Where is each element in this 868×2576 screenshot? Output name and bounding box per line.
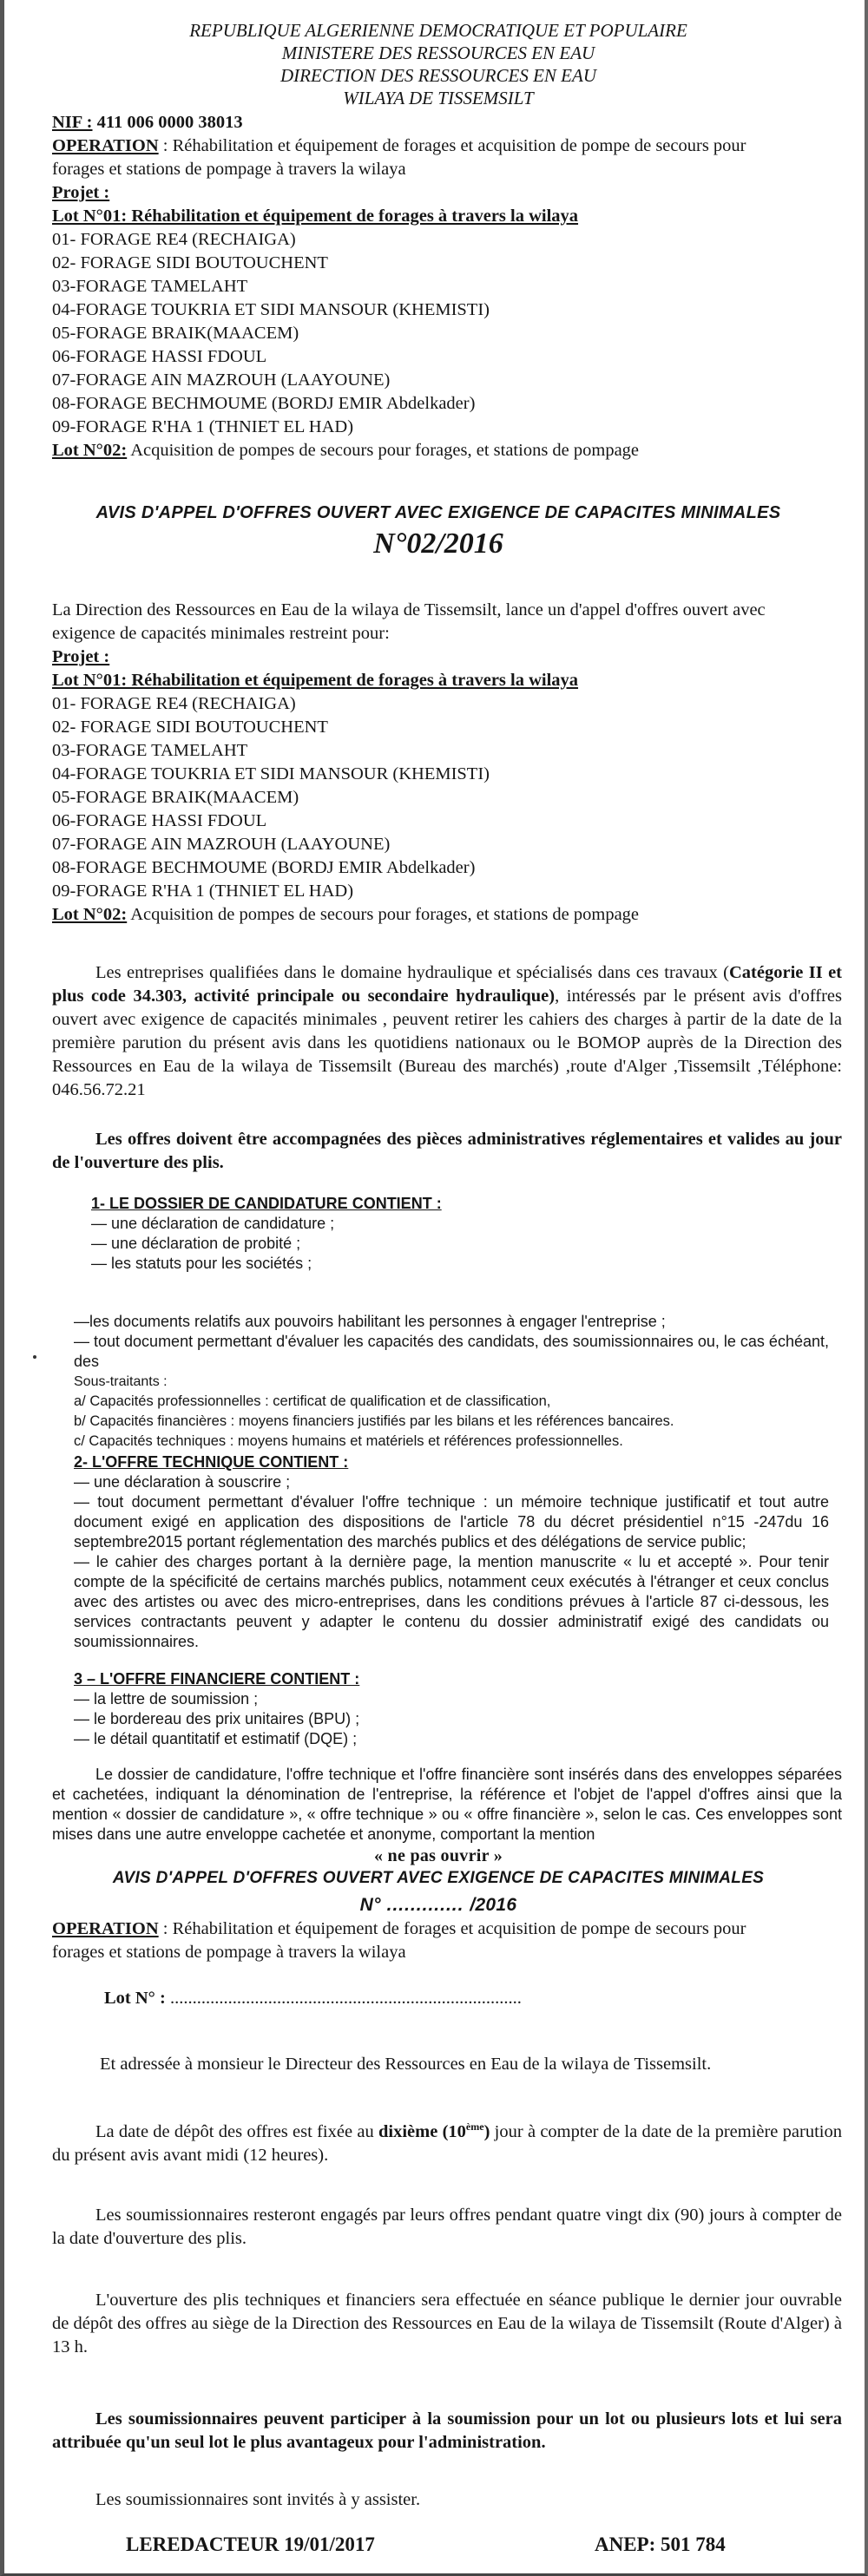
envelope-n-year: /2016 [470,1895,517,1915]
forage-item: 08-FORAGE BECHMOUME (BORDJ EMIR Abdelkader) [52,394,476,413]
dossier-heading: 1- LE DOSSIER DE CANDIDATURE CONTIENT : [91,1195,442,1212]
eligibility-text-b: , intéressés par le présent avis d'offres ouvert avec exigence de capacités minimales , peuvent retirer les cahiers des charges à partir de la date de la première parution du présent avis dans les quotidiens nationaux ou le BOMOP auprès de la Direction des Ressources en Eau de la wilaya de Tissemsilt (Bureau des marchés) ,route d'Alger ,Tissemsilt ,Téléphone: 046.56.72.21 [52,986,842,1099]
forage-item: 06-FORAGE HASSI FDOUL [52,811,267,830]
forage-item: 03-FORAGE TAMELAHT [52,277,248,296]
footer-redacteur: LEREDACTEUR 19/01/2017 [126,2533,375,2555]
forage-item: 08-FORAGE BECHMOUME (BORDJ EMIR Abdelkader) [52,858,476,877]
dossier-section-continued [74,1312,829,1452]
eligibility-paragraph [52,961,842,1102]
financiere-section [74,1669,829,1749]
depot-text-a: La date de dépôt des offres est fixée au [95,2121,378,2141]
lot2-label: Lot N°02: [52,905,128,924]
lot1-title: Lot N°01: Réhabilitation et équipement de forages à travers la wilaya [52,671,579,690]
forage-item: 02- FORAGE SIDI BOUTOUCHENT [52,253,328,272]
avis-title: AVIS D'APPEL D'OFFRES OUVERT AVEC EXIGENCE DE CAPACITES MINIMALES [95,503,781,522]
lot2-text: Acquisition de pompes de secours pour forages, et stations de pompage [127,441,640,460]
dossier-item: — les statuts pour les sociétés ; [91,1255,312,1272]
depot-day: dixième (10 [378,2121,466,2141]
financiere-item: — le détail quantitatif et estimatif (DQE) ; [74,1730,358,1747]
projet-label: Projet : [52,647,110,666]
dossier-section [91,1194,820,1274]
header-line-direction: DIRECTION DES RESSOURCES EN EAU [280,65,596,86]
header-line-ministere: MINISTERE DES RESSOURCES EN EAU [281,43,595,63]
body-intro-2: exigence de capacités minimales restreint pour: [52,624,390,643]
lot1-title: Lot N°01: Réhabilitation et équipement de forages à travers la wilaya [52,206,579,226]
body-intro-1: La Direction des Ressources en Eau de la wilaya de Tissemsilt, lance un d'appel d'offres ouvert avec [52,600,766,619]
margin-mark [33,1355,36,1359]
technique-item: — une déclaration à souscrire ; [74,1473,291,1491]
envelope-n-dots: ............. [380,1895,470,1915]
forage-item: 05-FORAGE BRAIK(MAACEM) [52,324,299,343]
operation-text-1: : Réhabilitation et équipement de forages et acquisition de pompe de secours pour [158,136,746,155]
offers-statement: Les offres doivent être accompagnées des pièces administratives réglementaires et valides au jour de l'ouverture des plis. [52,1130,842,1172]
dossier-item-pouvoirs: —les documents relatifs aux pouvoirs habilitant les personnes à engager l'entreprise ; [74,1313,666,1330]
envelope-operation-text: : Réhabilitation et équipement de forages et acquisition de pompe de secours pour [158,1919,746,1938]
operation-label: OPERATION [52,136,159,155]
avis-number: N°02/2016 [373,528,503,560]
forage-item: 02- FORAGE SIDI BOUTOUCHENT [52,718,328,737]
envelope-avis-number [4,1895,868,1916]
forage-item: 01- FORAGE RE4 (RECHAIGA) [52,230,296,249]
technique-section [74,1452,829,1652]
forage-item: 04-FORAGE TOUKRIA ET SIDI MANSOUR (KHEMISTI) [52,300,490,319]
lot2-line [52,903,838,927]
capacite-financiere: b/ Capacités financières : moyens financiers justifiés par les bilans et les références bancaires. [74,1413,674,1429]
sous-traitants: Sous-traitants : [74,1374,168,1389]
lot2-line [52,439,838,462]
eligibility-text-a: Les entreprises qualifiées dans le domaine hydraulique et spécialisés dans ces travaux ( [95,963,729,982]
envelope-n-label: N° [359,1895,381,1915]
financiere-item: — le bordereau des prix unitaires (BPU) ; [74,1710,360,1727]
envelope-operation [52,1917,838,1964]
forage-item: 05-FORAGE BRAIK(MAACEM) [52,788,299,807]
lot2-label: Lot N°02: [52,441,128,460]
operation-line [52,134,838,158]
header-line-republique: REPUBLIQUE ALGERIENNE DEMOCRATIQUE ET POPULAIRE [189,20,687,41]
dossier-item: — une déclaration de probité ; [91,1235,301,1252]
lots-statement: Les soumissionnaires peuvent participer à la soumission pour un lot ou plusieurs lots et lui sera attribuée qu'un seul lot le plus avantageux pour l'administration. [52,2409,842,2452]
envelope-operation-line-2: forages et stations de pompage à travers la wilaya [52,1943,406,1962]
forage-item: 01- FORAGE RE4 (RECHAIGA) [52,694,296,713]
intro-block [52,111,838,462]
document-header [4,19,868,109]
capacite-technique: c/ Capacités techniques : moyens humains et matériels et références professionnelles. [74,1433,623,1449]
header-line-wilaya: WILAYA DE TISSEMSILT [343,88,534,108]
technique-item: — tout document permettant d'évaluer l'offre technique : un mémoire technique justificatif et tout autre document exigé en application des dispositions de l'article 78 du décret présidentiel n°15 -247du 16 septembre2015 portant réglementation des marchés publics et des délégations de service public; [74,1493,829,1550]
nif-value: 411 006 0000 38013 [92,113,243,132]
forage-item: 03-FORAGE TAMELAHT [52,741,248,760]
lot2-text: Acquisition de pompes de secours pour forages, et stations de pompage [127,905,640,924]
engagement-paragraph: Les soumissionnaires resteront engagés par leurs offres pendant quatre vingt dix (90) jours à compter de la date d'ouverture des plis. [52,2206,842,2248]
body-block [52,599,838,927]
envelope-adresse [100,2053,868,2076]
depot-paragraph [52,2115,842,2167]
technique-heading: 2- L'OFFRE TECHNIQUE CONTIENT : [74,1453,349,1471]
forage-item: 06-FORAGE HASSI FDOUL [52,347,267,366]
envelope-operation-line [52,1917,838,1941]
technique-item: — le cahier des charges portant à la dernière page, la mention manuscrite « lu et accepté ». Pour tenir compte de la spécificité de certains marchés publics, notamment ceux exécutés à l'étranger et ceux conclus avec des artistes ou avec des micro-entreprises, dans les conditions prévues à l'article 87 ci-dessous, les services contractants peuvent y adapter le contenu du dossier administratif exigé des candidats ou soumissionnaires. [74,1553,829,1650]
forage-item: 07-FORAGE AIN MAZROUH (LAAYOUNE) [52,370,391,390]
invitation-line: Les soumissionnaires sont invités à y assister. [95,2490,421,2509]
capacite-professionnelle: a/ Capacités professionnelles : certificat de qualification et de classification, [74,1393,551,1409]
ne-pas-ouvrir: « ne pas ouvrir » [373,1846,503,1865]
operation-line-2: forages et stations de pompage à travers la wilaya [52,160,406,179]
depot-day-end: ) [483,2121,490,2141]
envelope-adresse-text: Et adressée à monsieur le Directeur des Ressources en Eau de la wilaya de Tissemsilt. [100,2055,712,2074]
nif-line [52,111,838,134]
dossier-item: — une déclaration de candidature ; [91,1215,335,1232]
envelope-paragraph: Le dossier de candidature, l'offre technique et l'offre financière sont insérés dans des enveloppes séparées et cachetées, indiquant la dénomination de l'entreprise, la référence et l'objet de l'appel d'offres ainsi que la mention « dossier de candidature », « offre technique » ou « offre financière », selon le cas. Ces enveloppes sont mises dans une autre enveloppe cachetée et anonyme, comportant la mention [52,1766,842,1843]
envelope-lot-dots: ............................................................................... [165,1989,522,2008]
eligibility-category: Catégorie II et plus code 34.303, activité principale ou secondaire hydraulique) [52,963,842,1006]
depot-day-sup: ème [465,2120,484,2133]
forage-item: 07-FORAGE AIN MAZROUH (LAAYOUNE) [52,835,391,854]
ouverture-paragraph: L'ouverture des plis techniques et financiers sera effectuée en séance publique le dernier jour ouvrable de dépôt des offres au siège de la Direction des Ressources en Eau de la wilaya de Tissemsilt (Route d'Alger) à 13 h. [52,2291,842,2356]
dossier-item-capacites: — tout document permettant d'évaluer les capacités des candidats, des soumissionnaires ou, le cas échéant, des [74,1333,829,1370]
nif-label: NIF : [52,113,93,132]
footer-anep: ANEP: 501 784 [595,2533,726,2555]
envelope-lot-line [104,1987,868,2010]
financiere-heading: 3 – L'OFFRE FINANCIERE CONTIENT : [74,1670,360,1688]
financiere-item: — la lettre de soumission ; [74,1690,259,1708]
forage-item: 04-FORAGE TOUKRIA ET SIDI MANSOUR (KHEMISTI) [52,764,490,783]
forage-item: 09-FORAGE R'HA 1 (THNIET EL HAD) [52,882,354,901]
depot-text-b: jour à compter de la date de la première parution du présent avis avant midi (12 heures). [52,2121,842,2165]
envelope-lot-label: Lot N° : [104,1989,166,2008]
envelope-lot [104,1987,868,2010]
envelope-avis-title: AVIS D'APPEL D'OFFRES OUVERT AVEC EXIGENCE DE CAPACITES MINIMALES [112,1869,765,1887]
forage-item: 09-FORAGE R'HA 1 (THNIET EL HAD) [52,417,354,436]
envelope-operation-label: OPERATION [52,1919,159,1938]
projet-label: Projet : [52,183,110,202]
